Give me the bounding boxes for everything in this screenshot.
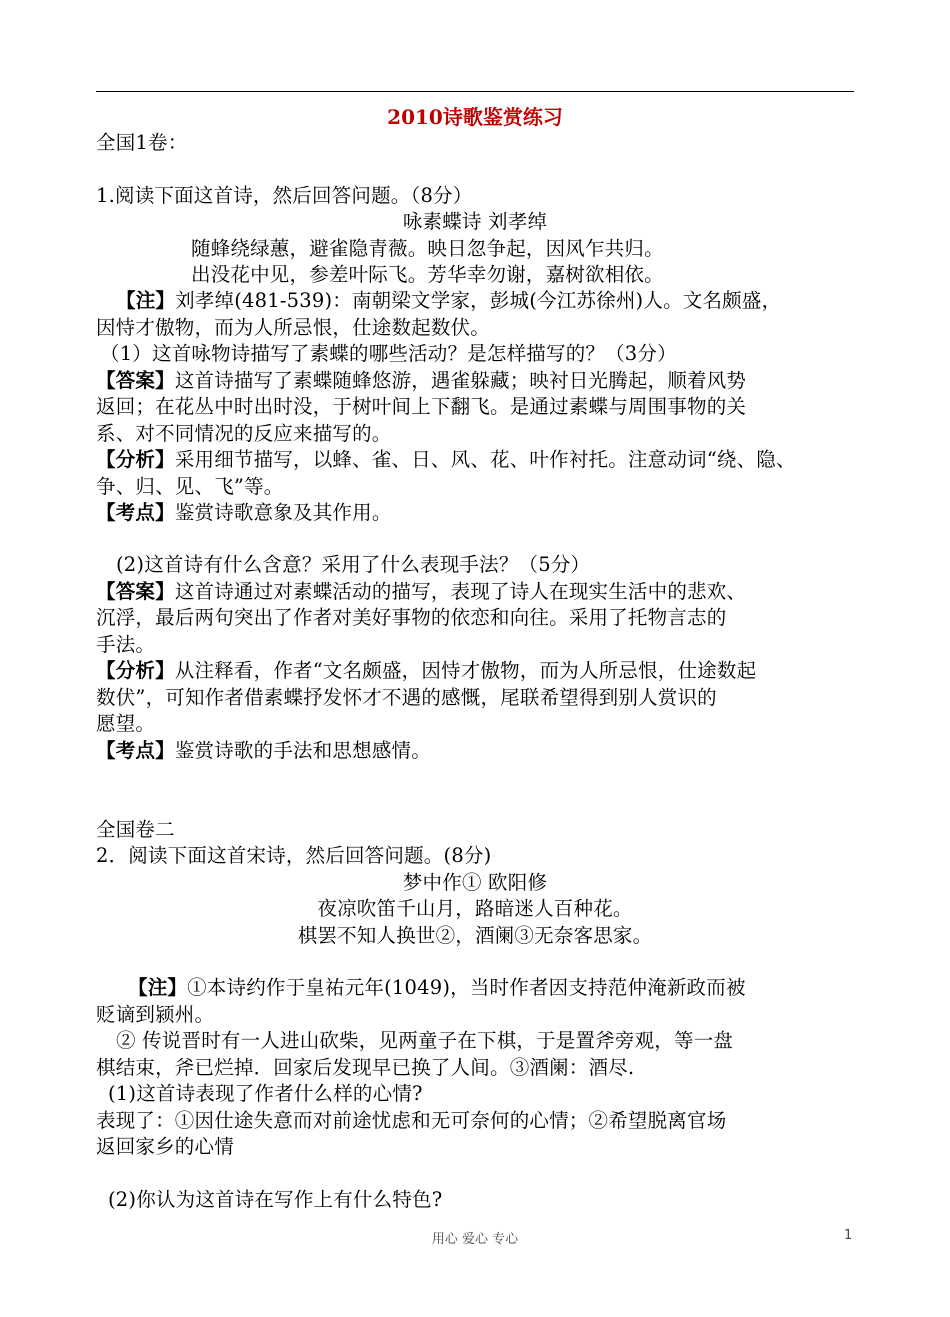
answer-text: 表现了：①因仕途失意而对前途忧虑和无可奈何的心情；②希望脱离官场 <box>96 1109 727 1132</box>
poem-line: 随蜂绕绿蕙，避雀隐青薇。映日忽争起，因风乍共归。 <box>191 237 664 260</box>
answer-text: 返回；在花丛中时出时没，于树叶间上下翻飞。是通过素蝶与周围事物的关 <box>96 395 747 418</box>
answer-text: 系、对不同情况的反应来描写的。 <box>96 422 392 445</box>
sub-question: (2)你认为这首诗在写作上有什么特色? <box>108 1188 443 1211</box>
page-number: 1 <box>844 1228 853 1243</box>
note-text: 棋结束，斧已烂掉．回家后发现早已换了人间。③酒阑：酒尽. <box>96 1056 635 1079</box>
answer-text: 【答案】这首诗通过对素蝶活动的描写，表现了诗人在现实生活中的悲欢、 <box>96 580 747 603</box>
note-text: 【注】①本诗约作于皇祐元年(1049)，当时作者因支持范仲淹新政而被 <box>128 976 746 999</box>
section-heading-1: 全国1卷： <box>96 131 188 154</box>
poem-title-1: 咏素蝶诗 刘孝绰 <box>402 210 548 233</box>
note-text: ② 传说晋时有一人进山砍柴，见两童子在下棋，于是置斧旁观，等一盘 <box>116 1029 734 1052</box>
answer-text: 【答案】这首诗描写了素蝶随蜂悠游，遇雀躲藏；映衬日光腾起，顺着风势 <box>96 369 747 392</box>
analysis-text: 【分析】采用细节描写，以蜂、雀、日、风、花、叶作衬托。注意动词“绕、隐、 <box>96 448 796 471</box>
key-point: 【考点】鉴赏诗歌的手法和思想感情。 <box>96 739 431 762</box>
analysis-text: 争、归、见、飞”等。 <box>96 475 284 498</box>
poem-title-2: 梦中作① 欧阳修 <box>402 871 548 894</box>
question-2: 2．阅读下面这首宋诗，然后回答问题。(8分) <box>96 844 492 867</box>
sub-question: （1）这首咏物诗描写了素蝶的哪些活动？是怎样描写的？（3分） <box>100 342 677 365</box>
page-footer: 用心 爱心 专心 <box>431 1232 519 1247</box>
analysis-text: 【分析】从注释看，作者“文名颇盛，因恃才傲物，而为人所忌恨，仕途数起 <box>96 659 757 682</box>
answer-text: 沉浮，最后两句突出了作者对美好事物的依恋和向往。采用了托物言志的 <box>96 606 727 629</box>
page-title: 2010诗歌鉴赏练习 <box>387 105 563 129</box>
note-text: 因恃才傲物，而为人所忌恨，仕途数起数伏。 <box>96 316 491 339</box>
question-1: 1.阅读下面这首诗，然后回答问题。（8分） <box>96 184 473 207</box>
sub-question: (1)这首诗表现了作者什么样的心情? <box>108 1082 423 1105</box>
section-heading-2: 全国卷二 <box>96 818 175 841</box>
poem-line: 出没花中见，参差叶际飞。芳华幸勿谢，嘉树欲相依。 <box>191 263 664 286</box>
poem-line: 棋罢不知人换世②，酒阑③无奈客思家。 <box>297 924 653 947</box>
analysis-text: 愿望。 <box>96 712 156 735</box>
note-text: 【注】刘孝绰(481-539)：南朝梁文学家，彭城(今江苏徐州)人。文名颇盛， <box>116 289 782 312</box>
answer-text: 返回家乡的心情 <box>96 1135 234 1158</box>
analysis-text: 数伏”，可知作者借素蝶抒发怀才不遇的感慨，尾联希望得到别人赏识的 <box>96 686 717 709</box>
key-point: 【考点】鉴赏诗歌意象及其作用。 <box>96 501 392 524</box>
answer-text: 手法。 <box>96 633 156 656</box>
header-rule <box>96 91 854 92</box>
sub-question: (2)这首诗有什么含意？采用了什么表现手法？（5分） <box>116 553 591 576</box>
poem-line: 夜凉吹笛千山月，路暗迷人百种花。 <box>317 897 633 920</box>
note-text: 贬谪到颍州。 <box>96 1003 215 1026</box>
